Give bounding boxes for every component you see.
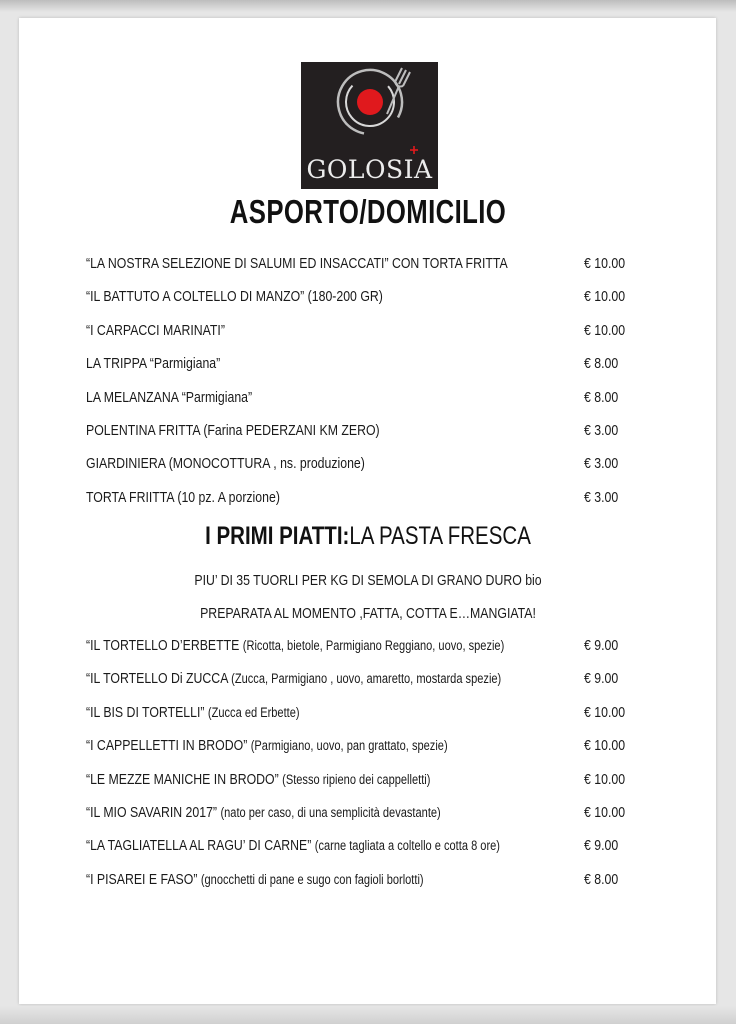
menu-item-name bbox=[86, 670, 501, 687]
dish-description: (gnocchetti di pane e sugo con fagioli borlotti) bbox=[200, 871, 424, 887]
menu-item-name bbox=[86, 704, 300, 721]
menu-item bbox=[86, 355, 646, 377]
dish-description: (Zucca, Parmigiano , uovo, amaretto, mostarda spezie) bbox=[231, 671, 502, 687]
dish-name: LA MELANZANA “Parmigiana” bbox=[86, 388, 253, 406]
menu-item-price: € 10.00 bbox=[584, 737, 626, 755]
section-title-primi bbox=[66, 522, 670, 551]
menu-item bbox=[86, 422, 646, 444]
menu-item-price: € 8.00 bbox=[584, 355, 619, 373]
menu-item-price: € 10.00 bbox=[584, 321, 626, 339]
golosia-logo bbox=[301, 62, 438, 189]
dish-name: “LA NOSTRA SELEZIONE DI SALUMI ED INSACCATI” CON TORTA FRITTA bbox=[86, 255, 508, 272]
menu-item-name bbox=[86, 871, 424, 888]
menu-item-name bbox=[86, 737, 448, 754]
menu-item bbox=[86, 704, 646, 726]
menu-item-price: € 9.00 bbox=[584, 670, 619, 688]
dish-description: (nato per caso, di una semplicità devastante) bbox=[220, 805, 441, 820]
dish-name: “I PISAREI E FASO” bbox=[86, 870, 201, 888]
menu-item-name bbox=[86, 637, 504, 654]
bottom-shadow bbox=[0, 1006, 736, 1024]
menu-item-price: € 9.00 bbox=[584, 837, 619, 855]
menu-item bbox=[86, 455, 646, 477]
menu-item bbox=[86, 737, 646, 759]
menu-item-name bbox=[86, 389, 252, 406]
section-title-rest: LA PASTA FRESCA bbox=[349, 522, 531, 550]
menu-item bbox=[86, 804, 646, 826]
dish-name: “LA TAGLIATELLA AL RAGU’ DI CARNE” bbox=[86, 837, 315, 855]
menu-item-name bbox=[86, 322, 225, 339]
menu-item bbox=[86, 255, 646, 277]
dish-name: “IL BATTUTO A COLTELLO DI MANZO” (180-200 GR) bbox=[86, 288, 383, 306]
dish-name: “I CAPPELLETTI IN BRODO” bbox=[86, 737, 251, 755]
dish-name: POLENTINA FRITTA (Farina PEDERZANI KM ZERO) bbox=[86, 422, 380, 439]
menu-item-name bbox=[86, 771, 430, 788]
menu-item-name bbox=[86, 837, 500, 854]
section-title-bold: I PRIMI PIATTI: bbox=[205, 522, 350, 550]
menu-item bbox=[86, 389, 646, 411]
logo-wordmark: GOLOSIA bbox=[306, 155, 433, 184]
menu-item-price: € 3.00 bbox=[584, 455, 619, 473]
dish-description: (Stesso ripieno dei cappelletti) bbox=[282, 771, 431, 787]
menu-item-price: € 8.00 bbox=[584, 388, 619, 406]
dish-name: GIARDINIERA (MONOCOTTURA , ns. produzione) bbox=[86, 455, 365, 473]
menu-item bbox=[86, 670, 646, 692]
dish-description: (carne tagliata a coltello e cotta 8 ore) bbox=[314, 838, 500, 854]
menu-item-price: € 3.00 bbox=[584, 422, 619, 439]
menu-item bbox=[86, 489, 646, 511]
pasta-note-2: PREPARATA AL MOMENTO ,FATTA, COTTA E…MANGIATA! bbox=[200, 605, 536, 622]
dish-name: “IL MIO SAVARIN 2017” bbox=[86, 804, 221, 821]
menu-item-name bbox=[86, 255, 508, 272]
menu-item-price: € 3.00 bbox=[584, 488, 619, 506]
menu-item-name bbox=[86, 455, 365, 472]
page-title: ASPORTO/DOMICILIO bbox=[229, 193, 507, 230]
dish-name: “IL BIS DI TORTELLI” bbox=[86, 703, 208, 721]
menu-item-price: € 10.00 bbox=[584, 804, 626, 821]
menu-item-name bbox=[86, 804, 441, 821]
menu-item-price: € 10.00 bbox=[584, 288, 626, 306]
menu-item-price: € 8.00 bbox=[584, 870, 619, 888]
menu-item bbox=[86, 771, 646, 793]
menu-item-name bbox=[86, 422, 380, 439]
dish-name: “IL TORTELLO D’ERBETTE bbox=[86, 637, 243, 654]
dish-name: LA TRIPPA “Parmigiana” bbox=[86, 355, 221, 373]
pasta-note-1: PIU’ DI 35 TUORLI PER KG DI SEMOLA DI GRANO DURO bio bbox=[194, 572, 542, 589]
menu-item bbox=[86, 637, 646, 659]
top-shadow bbox=[0, 0, 736, 12]
menu-item bbox=[86, 322, 646, 344]
menu-item-price: € 10.00 bbox=[584, 255, 626, 272]
dish-name: TORTA FRIITTA (10 pz. A porzione) bbox=[86, 488, 280, 506]
menu-item bbox=[86, 871, 646, 893]
dish-name: “LE MEZZE MANICHE IN BRODO” bbox=[86, 770, 283, 788]
menu-item-name bbox=[86, 489, 280, 506]
menu-item-name bbox=[86, 355, 220, 372]
dish-description: (Zucca ed Erbette) bbox=[207, 704, 300, 720]
menu-item bbox=[86, 837, 646, 859]
menu-item bbox=[86, 288, 646, 310]
menu-item-price: € 9.00 bbox=[584, 637, 619, 654]
menu-item-price: € 10.00 bbox=[584, 703, 626, 721]
dish-name: “I CARPACCI MARINATI” bbox=[86, 321, 225, 339]
menu-item-price: € 10.00 bbox=[584, 770, 626, 788]
dish-description: (Parmigiano, uovo, pan grattato, spezie) bbox=[250, 738, 448, 754]
menu-item-name bbox=[86, 288, 383, 305]
dish-name: “IL TORTELLO Di ZUCCA bbox=[86, 670, 232, 688]
dish-description: (Ricotta, bietole, Parmigiano Reggiano, uovo, spezie) bbox=[242, 638, 505, 653]
